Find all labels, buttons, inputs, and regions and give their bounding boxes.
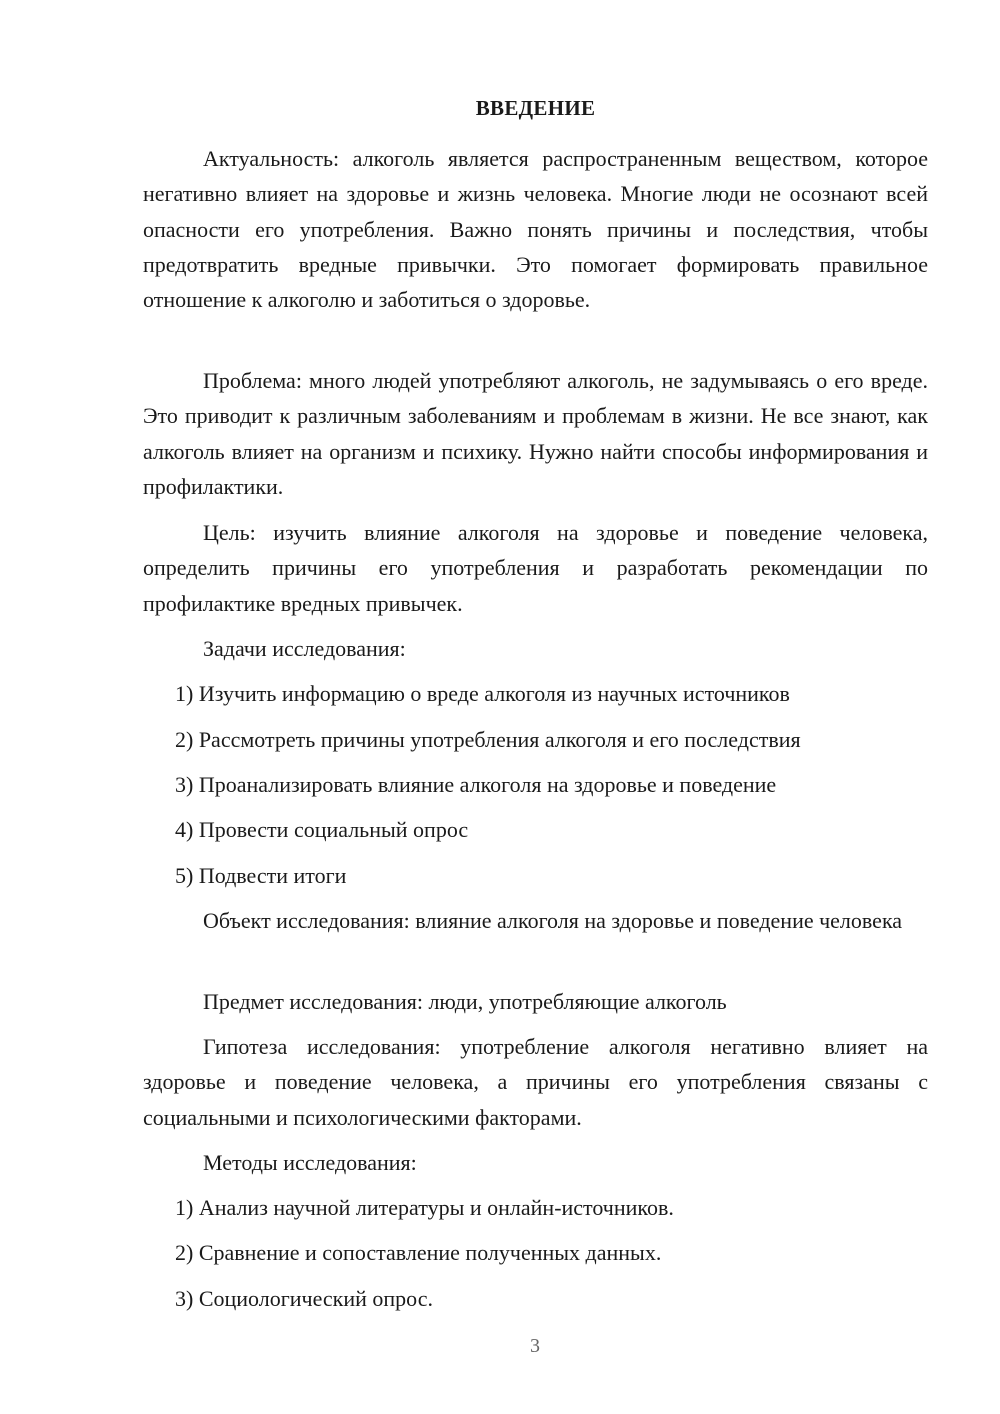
task-item-4: 4) Провести социальный опрос [175, 817, 469, 842]
method-item-2: 2) Сравнение и сопоставление полученных данных. [175, 1240, 662, 1265]
page-title: ВВЕДЕНИЕ [475, 96, 596, 120]
object-paragraph: Объект исследования: влияние алкоголя на здоровье и поведение человека [203, 908, 903, 933]
task-item-2: 2) Рассмотреть причины употребления алкоголя и его последствия [175, 727, 801, 752]
problem-paragraph: Проблема: много людей употребляют алкоголь, не задумываясь о его вреде. Это приводит к различным заболеваниям и проблемам в жизни. Не все знают, как алкоголь влияет на организм и психику. Нужно найти способы информирования и профилактики. [143, 368, 928, 499]
methods-label: Методы исследования: [203, 1150, 417, 1175]
subject-paragraph: Предмет исследования: люди, употребляющие алкоголь [203, 989, 727, 1014]
hypothesis-paragraph: Гипотеза исследования: употребление алкоголя негативно влияет на здоровье и поведение человека, а причины его употребления связаны с социальными и психологическими факторами. [143, 1034, 928, 1130]
tasks-label: Задачи исследования: [203, 636, 406, 661]
page-number: 3 [530, 1335, 540, 1357]
method-item-1: 1) Анализ научной литературы и онлайн-источников. [175, 1195, 674, 1220]
task-item-5: 5) Подвести итоги [175, 863, 347, 888]
task-item-1: 1) Изучить информацию о вреде алкоголя из научных источников [175, 681, 790, 706]
relevance-paragraph: Актуальность: алкоголь является распространенным веществом, которое негативно влияет на здоровье и жизнь человека. Многие люди не осознают всей опасности его употребления. Важно понять причины и последствия, чтобы предотвратить вредные привычки. Это помогает формировать правильное отношение к алкоголю и заботиться о здоровье. [143, 146, 928, 313]
method-item-3: 3) Социологический опрос. [175, 1286, 433, 1311]
task-item-3: 3) Проанализировать влияние алкоголя на здоровье и поведение [175, 772, 777, 797]
goal-paragraph: Цель: изучить влияние алкоголя на здоровье и поведение человека, определить причины его употребления и разработать рекомендации по профилактике вредных привычек. [143, 520, 928, 616]
